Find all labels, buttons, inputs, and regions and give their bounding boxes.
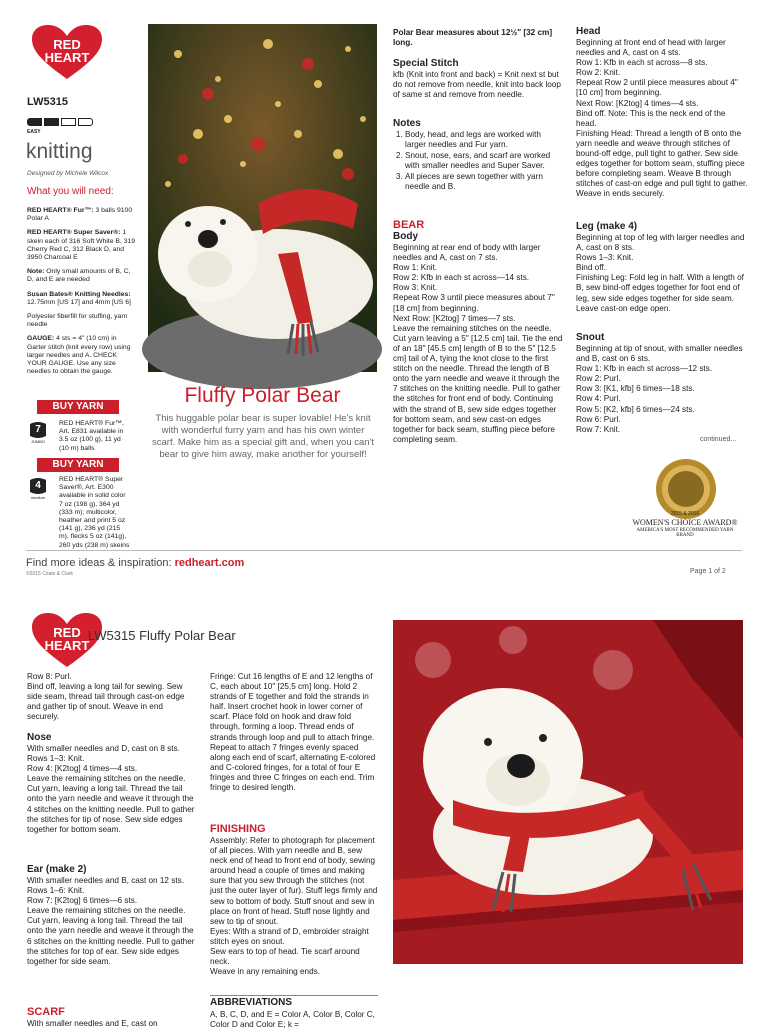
award-years: 2015 & 2016: [670, 511, 700, 517]
finishing-heading: FINISHING: [210, 823, 266, 835]
award-title: WOMEN'S CHOICE AWARD®: [632, 518, 738, 527]
measurement: Polar Bear measures about 12½" [32 cm] long.: [393, 28, 553, 48]
buy-yarn-fur-button[interactable]: BUY YARN: [37, 400, 119, 414]
yarn-fur-info: RED HEART® Fur™, Art. E831 available in 3.5 oz (100 g), 11 yd (10 m) balls: [59, 420, 124, 452]
footer-divider: [26, 550, 742, 551]
abbreviations-text: A, B, C, D, and E = Color A, Color B, Color C, Color D and Color E; k =: [210, 1010, 375, 1030]
what-you-need-heading: What you will need:: [27, 186, 114, 197]
note-item: 2. Snout, nose, ears, and scarf are worked with smaller needles and Super Saver.: [405, 151, 563, 171]
continued-label: continued...: [700, 436, 737, 443]
note-item: 1. Body, head, and legs are worked with larger needles and Fur yarn.: [405, 130, 563, 150]
nose-heading: Nose: [27, 732, 52, 743]
logo-line1: RED: [53, 37, 81, 52]
copyright: ©2015 Coats & Clark: [26, 571, 74, 577]
materials-list: [27, 207, 137, 376]
pattern-intro: This huggable polar bear is super lovable! He's knit with wonderful furry yarn and has his own winter scarf. Make him as a special gift and, when you can't bear to give him away, make another for yourself!: [152, 413, 375, 460]
bear-heading: BEAR: [393, 219, 425, 231]
designer: Designed by Michele Wilcox: [27, 170, 109, 177]
red-heart-logo-2[interactable]: RED HEART: [30, 612, 104, 666]
pattern-title: Fluffy Polar Bear: [184, 384, 341, 407]
special-stitch-heading: Special Stitch: [393, 58, 459, 69]
yarn-supersaver-info: RED HEART® Super Saver®, Art. E300 available in solid color 7 oz (198 g), 364 yd (333 m); multicolor, heather and print 5 oz (141 g), 236 yd (215 m), flecks 5 oz (141g), 260 yds (238 m) skeins: [59, 476, 130, 549]
abbr-divider: [210, 995, 378, 996]
head-heading: Head: [576, 26, 601, 37]
ear-heading: Ear (make 2): [27, 864, 87, 875]
head-instructions: Beginning at front end of head with larger needles and A, cast on 4 sts. Row 1: Kfb in each st across—8 sts. Row 2: Knit. Repeat Row 2 until piece measures about 4" [10 cm] from beginning. Next Row: [K2tog] 4 times—4 sts. Bind off. Note: This is the neck end of the head. Finishing Head: Thread a length of B onto the yarn needle and weave through stitches of bound-off edge, pull tight to gather. Sew side edges together for bottom seam, stuffing piece before completing seam. Weave B through stitches of cast-on edge and pull tight to gather. Weave in ends securely.: [576, 38, 748, 199]
polar-bear-sled-photo: [393, 620, 743, 964]
craft-label: knitting: [26, 140, 93, 163]
body-instructions: Beginning at rear end of body with larger needles and A, cast on 7 sts. Row 1: Knit. Row 2: Kfb in each st across—14 sts. Row 3: Knit. Repeat Row 3 until piece measures about 7" [18 cm] from beginning. Next Row: [K2tog] 7 times—7 sts. Leave the remaining stitches on the needle. Cut yarn leaving a 5" [12.5 cm] tail. Tie the end of an 18" [45.5 cm] length of B to the 5" [12.5 cm] tail of A, tying the knot close to the first stitch on the needle. Thread the length of B onto the yarn needle and weave it through the 7 stitches on the knitting needle. Pull to gather the stitches for front end of body. Continuing with the strand of B, sew side edges together for bottom seam, and sew cast-on edges together for back seam, stuffing piece before completing seam.: [393, 243, 563, 444]
red-heart-logo[interactable]: [30, 24, 104, 78]
leg-instructions: Beginning at top of leg with larger needles and A, cast on 8 sts. Rows 1–3: Knit. Bind off. Finishing Leg: Fold leg in half. With a length of B, sew bind-off edges together for foot end of leg, sew side edges together for side seam. Leave cast-on edge open.: [576, 233, 745, 313]
note-item: 3. All pieces are sewn together with yarn needle and B.: [405, 172, 563, 192]
snout-instructions: Beginning at tip of snout, with smaller needles and B, cast on 6 sts. Row 1: Kfb in each st across—12 sts. Row 2: Purl. Row 3: [K1, kfb] 6 times—18 sts. Row 4: Purl. Row 5: [K2, kfb] 6 times—24 sts. Row 6: Purl. Row 7: Knit.: [576, 344, 743, 434]
scarf-heading: SCARF: [27, 1006, 65, 1018]
material-item: Note: Only small amounts of B, C, D, and E are needed: [27, 268, 131, 284]
page2-header: LW5315 Fluffy Polar Bear: [88, 628, 236, 643]
notes-list: [393, 130, 563, 194]
pattern-code: LW5315: [27, 96, 68, 108]
abbreviations-heading: ABBREVIATIONS: [210, 997, 293, 1008]
footer-inspiration: Find more ideas & inspiration: redheart.com: [26, 557, 245, 569]
notes-heading: Notes: [393, 118, 421, 129]
fringe-instructions: Fringe: Cut 16 lengths of E and 12 lengths of C, each about 10" [25.5 cm] long. Hold 2 strands of E together and fold the strands in half. Insert crochet hook in lower corner of scarf. Place fold on hook and draw fold through, forming a loop. Thread ends of strands through loop and pull to attach fringe. Repeat to attach 7 fringes evenly spaced along each end of scarf, alternating E-colored and C-colored fringes, for a total of four E fringes and three C fringes on each end. Trim fringe to desired length.: [210, 672, 376, 793]
nose-instructions: With smaller needles and D, cast on 8 sts. Rows 1–3: Knit. Row 4: [K2tog] 4 times—4 sts. Leave the remaining stitches on the needle. Cut yarn, leaving a long tail. Thread the tail onto the yarn needle and weave it through the 4 stitches on the knitting needle. Pull to gather the stitches for tip of nose. Sew side edges together for bottom seam.: [27, 744, 195, 834]
skill-level: EASY: [27, 129, 41, 135]
ear-instructions: With smaller needles and B, cast on 12 sts. Rows 1–6: Knit. Row 7: [K2tog] 6 times—6 sts. Leave the remaining stitches on the needle. Cut yarn, leaving a long tail. Thread the tail onto the yarn needle and weave it through the 6 stitches on the knitting needle. Pull to gather the stitches for top of ear. Sew side edges together for side seam.: [27, 876, 195, 966]
page-number: Page 1 of 2: [690, 568, 726, 575]
redheart-link[interactable]: redheart.com: [174, 557, 245, 569]
snout-heading: Snout: [576, 332, 605, 343]
award-subtitle: AMERICA'S MOST RECOMMENDED YARN BRAND: [636, 528, 734, 538]
leg-heading: Leg (make 4): [576, 221, 638, 232]
material-item: RED HEART® Super Saver®: 1 skein each of 316 Soft White B, 319 Cherry Red C, 312 Black D, and 3950 Charcoal E: [27, 229, 136, 262]
body-heading: Body: [393, 231, 418, 242]
material-item: Susan Bates® Knitting Needles: 12.75mm [US 17] and 4mm [US 6]: [27, 290, 131, 306]
yarn-weight-4-icon: 4 medium: [30, 480, 46, 500]
yarn-weight-7-icon: 7 JUMBO: [31, 424, 45, 444]
skill-meter: [27, 118, 93, 126]
material-item: RED HEART® Fur™: 3 balls 9100 Polar A: [27, 207, 133, 223]
material-item: GAUGE: 4 sts = 4" (10 cm) in Garter stitch (knit every row) using larger needles and A. CHECK YOUR GAUGE. Use any size needles to obtain the gauge.: [27, 335, 131, 376]
logo-line2: HEART: [44, 50, 90, 65]
finishing-instructions: Assembly: Refer to photograph for placement of all pieces. With yarn needle and B, sew neck end of head to front end of body, sewing around head a couple of times and making sure that you sew through the stitches (not just the outer layer of fur). Stuff legs firmly and sew to bottom of body. Stuff snout and sew in place on front of head. Stuff nose lightly and sew to tip of snout. Eyes: With a strand of D, embroider straight stitch eyes on snout. Sew ears to top of head. Tie scarf around neck. Weave in any remaining ends.: [210, 836, 378, 977]
scarf-instructions: With smaller needles and E, cast on: [27, 1019, 158, 1028]
special-stitch-text: kfb (Knit into front and back) = Knit next st but do not remove from needle, knit into back loop of same st and remove from needle.: [393, 70, 561, 100]
page-2: [0, 594, 768, 1030]
snout-continued: Row 8: Purl. Bind off, leaving a long tail for sewing. Sew side seam, thread tail through cast-on edge and gather tip of snout. Weave in end securely.: [27, 672, 185, 722]
buy-yarn-supersaver-button[interactable]: BUY YARN: [37, 458, 119, 472]
material-item: Polyester fiberfill for stuffing, yarn needle: [27, 313, 128, 329]
polar-bear-photo: [148, 24, 377, 372]
